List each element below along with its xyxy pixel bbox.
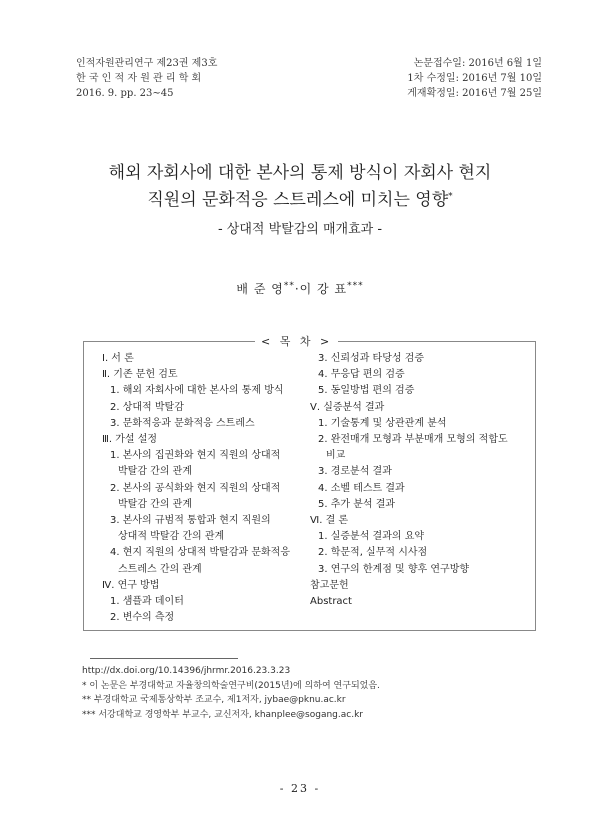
toc-entry: 2. 변수의 측정 (110, 612, 175, 624)
toc-entry: 1. 본사의 집권화와 현지 직원의 상대적 (110, 450, 281, 462)
toc-entry: 4. 무응답 편의 검증 (318, 369, 405, 381)
footnote-funding: * 이 논문은 부경대학교 자율창의학술연구비(2015년)에 의하여 연구되었음. (82, 680, 380, 691)
page-number: - 23 - (279, 782, 321, 795)
toc-entry: 3. 문화적응과 문화적응 스트레스 (110, 417, 255, 429)
title-footnote-mark: * (448, 191, 453, 202)
toc-entry: 3. 본사의 규범적 통합과 현지 직원의 (110, 515, 271, 527)
toc-entry: 참고문헌 (310, 579, 349, 591)
issue-pages: 2016. 9. pp. 23∼45 (76, 88, 174, 99)
journal-info (76, 56, 217, 101)
toc-entry: Abstract (310, 596, 352, 608)
revised-date: 1차 수정일: 2016년 7월 10일 (407, 73, 542, 84)
author-2: ·이 강 표 (294, 282, 348, 296)
toc-entry: 3. 신뢰성과 타당성 검증 (318, 353, 425, 364)
footnote-rule (90, 658, 238, 659)
toc-entry: 박탈감 간의 관계 (118, 466, 192, 478)
paper-title-line1: 해외 자회사에 대한 본사의 통제 방식이 자회사 현지 (108, 163, 492, 183)
author-line (0, 280, 600, 297)
toc-entry: 3. 경로분석 결과 (318, 466, 392, 478)
toc-entry: 2. 완전매개 모형과 부분매개 모형의 적합도 (318, 434, 508, 446)
toc-heading: < 목 차 > (255, 333, 338, 349)
toc-entry: 1. 기술통계 및 상관관계 분석 (318, 417, 447, 429)
paper-title-line2-text: 직원의 문화적응 스트레스에 미치는 영향 (147, 190, 449, 210)
toc-right-column (310, 351, 508, 610)
footnote-author-2: *** 서강대학교 경영학부 부교수, 교신저자, khanplee@sogang.ac.kr (82, 709, 363, 720)
toc-entry: Ⅵ. 결 론 (310, 515, 349, 527)
paper-subtitle: - 상대적 박탈감의 매개효과 - (217, 222, 383, 237)
toc-entry: Ⅱ. 기존 문헌 검토 (102, 369, 178, 381)
footnote-author-1: ** 부경대학교 국제통상학부 조교수, 제1저자, jybae@pknu.ac.kr (82, 695, 346, 705)
journal-name: 인적자원관리연구 제23권 제3호 (76, 58, 218, 69)
toc-entry: 4. 소벨 테스트 결과 (318, 482, 405, 494)
toc-entry: 1. 샘플과 데이터 (110, 596, 184, 608)
accepted-date: 게재확정일: 2016년 7월 25일 (407, 88, 542, 99)
review-dates (407, 56, 542, 101)
toc-entry: 스트레스 간의 관계 (118, 563, 202, 575)
toc-entry: 박탈감 간의 관계 (118, 498, 192, 510)
toc-entry: Ⅳ. 연구 방법 (102, 579, 160, 591)
received-date: 논문접수일: 2016년 6월 1일 (413, 58, 542, 69)
toc-entry: 2. 본사의 공식화와 현지 직원의 상대적 (110, 482, 281, 494)
toc-left-column (102, 351, 290, 626)
footnotes (82, 664, 380, 722)
toc-entry: Ⅰ. 서 론 (102, 353, 134, 364)
toc-entry: 4. 현지 직원의 상대적 박탈감과 문화적응 (110, 547, 290, 559)
toc-entry: 5. 추가 분석 결과 (318, 498, 396, 510)
toc-entry: 1. 실증분석 결과의 요약 (318, 531, 425, 543)
author-1-mark: ** (283, 281, 295, 291)
doi-link[interactable]: http://dx.doi.org/10.14396/jhrmr.2016.23.3.23 (82, 666, 291, 676)
toc-entry: Ⅴ. 실증분석 결과 (310, 401, 385, 413)
toc-entry: 3. 연구의 한계점 및 향후 연구방향 (318, 563, 470, 575)
paper-title-line2 (0, 185, 600, 210)
author-1: 배 준 영 (236, 282, 284, 296)
toc-entry: 5. 동일방법 편의 검증 (318, 385, 415, 397)
author-2-mark: *** (347, 281, 364, 291)
toc-entry: 1. 해외 자회사에 대한 본사의 통제 방식 (110, 385, 284, 397)
toc-entry: 상대적 박탈감 간의 관계 (118, 531, 225, 543)
toc-entry: 2. 상대적 박탈감 (110, 401, 184, 413)
toc-entry: Ⅲ. 가설 설정 (102, 434, 158, 446)
toc-entry: 비교 (326, 450, 346, 462)
toc-entry: 2. 학문적, 실무적 시사점 (318, 547, 428, 559)
society-name: 한 국 인 적 자 원 관 리 학 회 (76, 73, 202, 84)
